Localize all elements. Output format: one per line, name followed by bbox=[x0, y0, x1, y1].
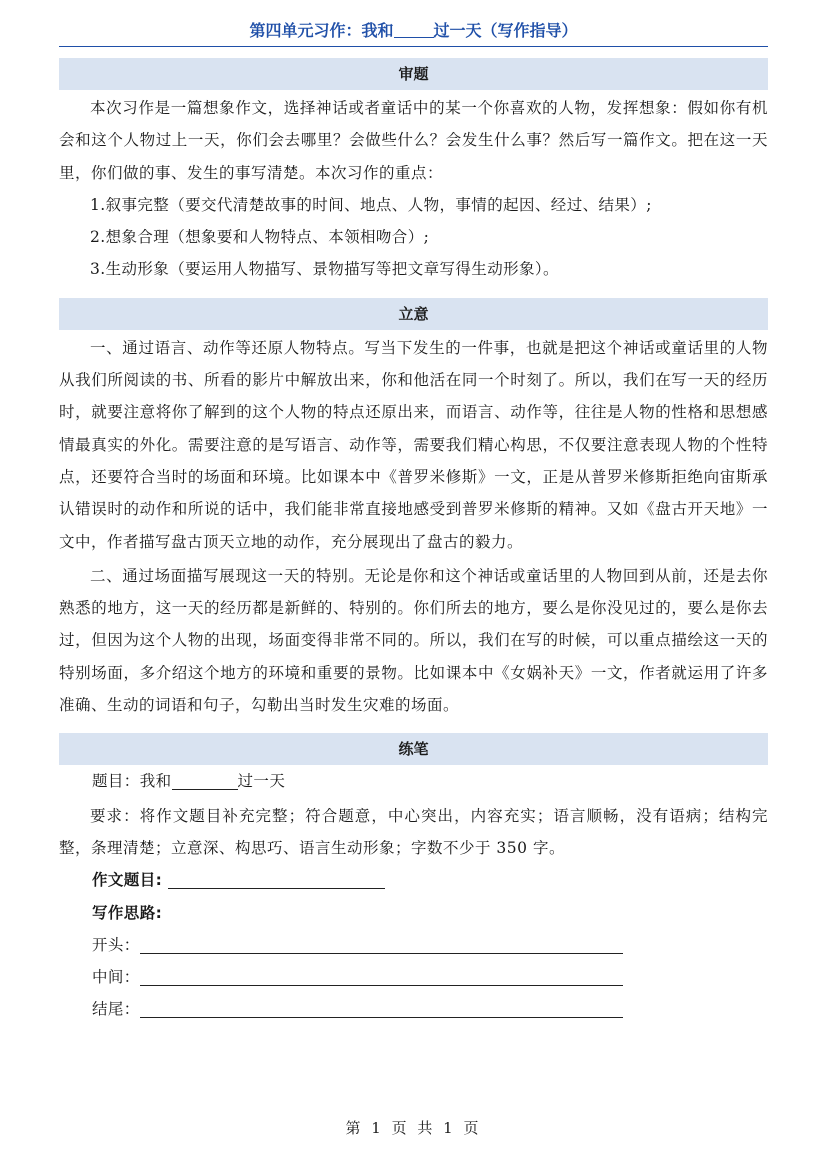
shenti-item-2: 2.想象合理（想象要和人物特点、本领相吻合）; bbox=[90, 228, 430, 247]
thinking-label: 写作思路: bbox=[92, 903, 163, 922]
ending-label: 结尾： bbox=[92, 1000, 140, 1019]
shenti-item-3: 3.生动形象（要运用人物描写、景物描写等把文章写得生动形象）。 bbox=[90, 260, 559, 279]
essay-title-blank[interactable] bbox=[168, 868, 385, 889]
opening-blank[interactable] bbox=[140, 933, 623, 954]
middle-blank[interactable] bbox=[140, 965, 623, 986]
ending-line bbox=[59, 993, 768, 1025]
section-heading-shenti: 审题 bbox=[59, 58, 768, 90]
document-title bbox=[59, 16, 768, 47]
opening-label: 开头： bbox=[92, 935, 140, 954]
liyi-paragraph-2: 二、通过场面描写展现这一天的特别。无论是你和这个神话或童话里的人物回到从前，还是去你熟悉的地方，这一天的经历都是新鲜的、特别的。你们所去的地方，要么是你没见过的，要么是你去过，但因为这个人物的出现，场面变得非常不同的。所以，我们在写的时候，可以重点描绘这一天的特别场面，多介绍这个地方的环境和重要的景物。比如课本中《女娲补天》一文，作者就运用了许多准确、生动的词语和句子，勾勒出当时发生灾难的场面。 bbox=[59, 566, 768, 715]
shenti-paragraph: 本次习作是一篇想象作文，选择神话或者童话中的某一个你喜欢的人物，发挥想象：假如你有机会和这个人物过上一天，你们会去哪里？会做些什么？会发生什么事？然后写一篇作文。把在这一天里，你们做的事、发生的事写清楚。本次习作的重点： bbox=[59, 99, 768, 182]
essay-title-label: 作文题目: bbox=[92, 871, 163, 890]
section-heading-liyi: 立意 bbox=[59, 298, 768, 330]
topic-blank[interactable] bbox=[172, 769, 238, 790]
section-heading-lianbi: 练笔 bbox=[59, 733, 768, 765]
ending-blank[interactable] bbox=[140, 997, 623, 1018]
topic-suffix: 过一天 bbox=[237, 772, 286, 791]
title-suffix: 过一天（写作指导） bbox=[433, 21, 578, 40]
topic-prefix: 题目：我和 bbox=[92, 772, 172, 791]
liyi-paragraph-1: 一、通过语言、动作等还原人物特点。写当下发生的一件事，也就是把这个神话或童话里的人物从我们所阅读的书、所看的影片中解放出来，你和他活在同一个时刻了。所以，我们在写一天的经历时，就要注意将你了解到的这个人物的特点还原出来，而语言、动作等，往往是人物的性格和思想感情最真实的外化。需要注意的是写语言、动作等，需要我们精心构思，不仅要注意表现人物的个性特点，还要符合当时的场面和环境。比如课本中《普罗米修斯》一文，正是从普罗米修斯拒绝向宙斯承认错误时的动作和所说的话中，我们能非常直接地感受到普罗米修斯的精神。又如《盘古开天地》一文中，作者描写盘古顶天立地的动作，充分展现出了盘古的毅力。 bbox=[59, 338, 768, 551]
shenti-item-1: 1.叙事完整（要交代清楚故事的时间、地点、人物，事情的起因、经过、结果）; bbox=[90, 195, 652, 214]
middle-label: 中间： bbox=[92, 968, 140, 987]
requirement-paragraph: 要求：将作文题目补充完整；符合题意，中心突出，内容充实；语言顺畅，没有语病；结构完整，条理清楚；立意深、构思巧、语言生动形象；字数不少于 350 字。 bbox=[59, 806, 768, 857]
page-footer: 第 1 页 共 1 页 bbox=[345, 1119, 482, 1137]
document-page bbox=[59, 16, 768, 1026]
thinking-line bbox=[59, 897, 768, 929]
topic-line bbox=[59, 765, 768, 797]
opening-line bbox=[59, 929, 768, 961]
title-blank bbox=[394, 21, 434, 38]
essay-title-line bbox=[59, 864, 768, 896]
middle-line bbox=[59, 961, 768, 993]
title-prefix: 第四单元习作：我和 bbox=[249, 21, 394, 40]
